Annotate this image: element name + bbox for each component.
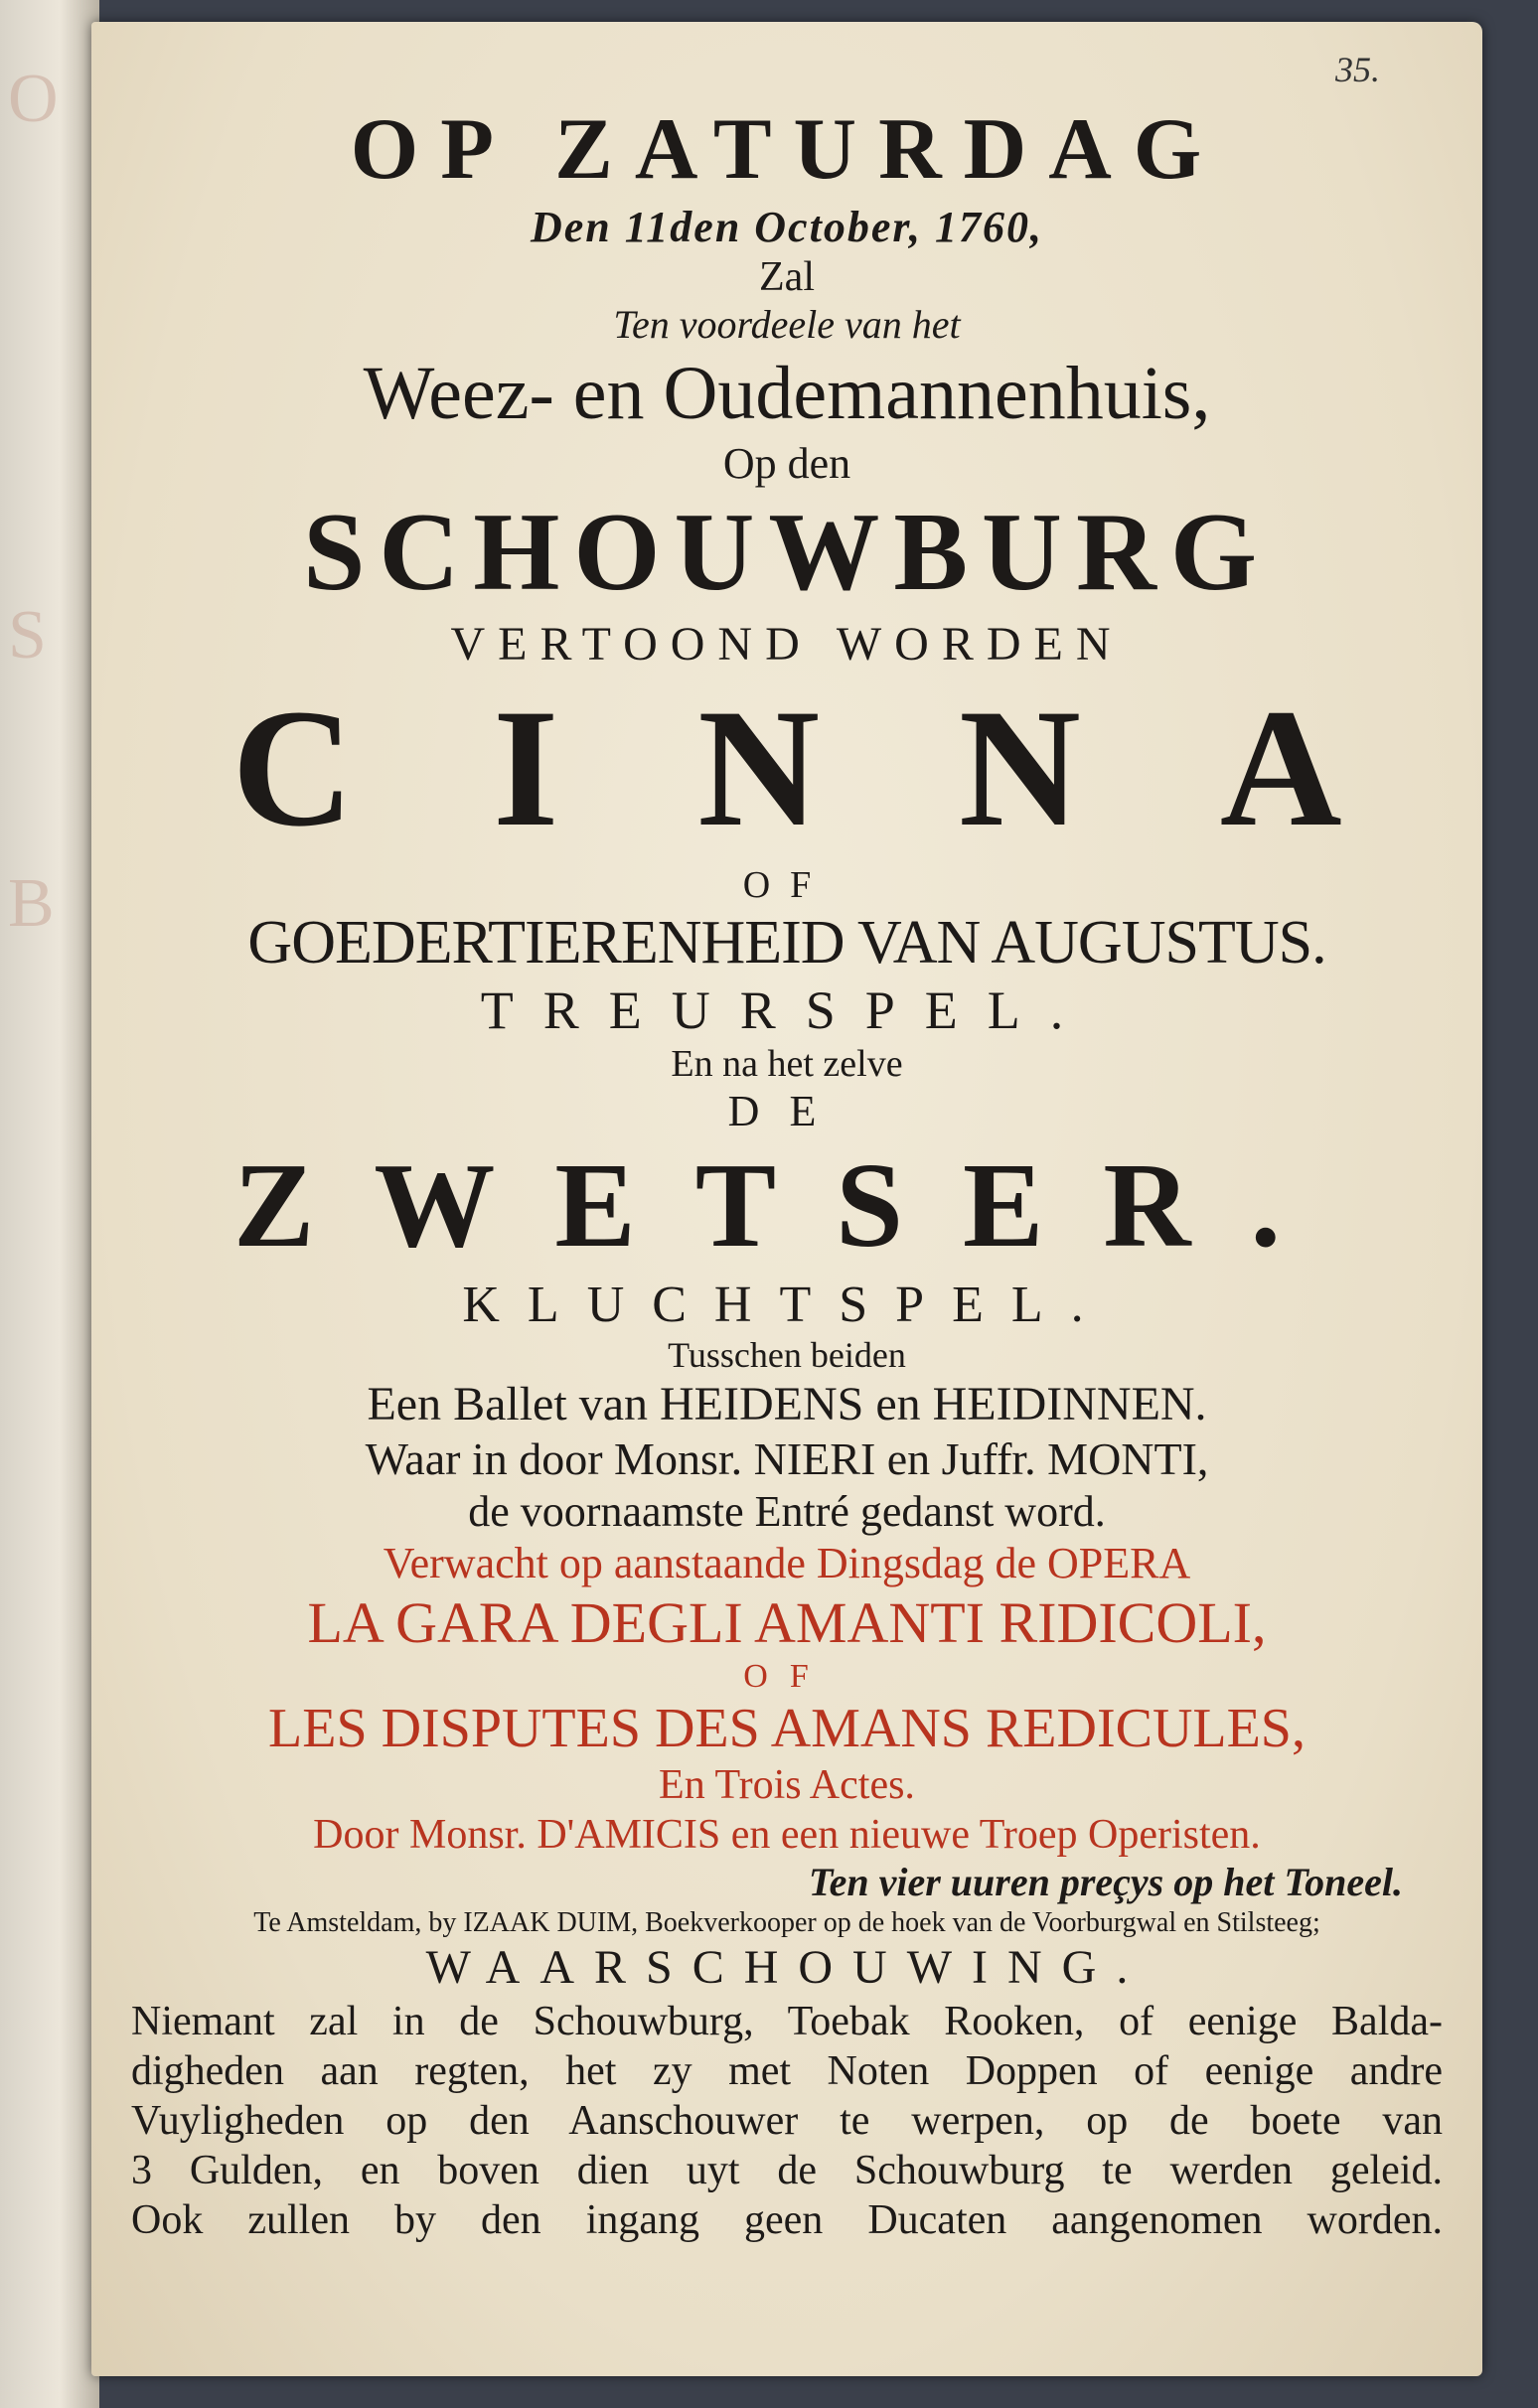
warning-line: Vuyligheden op den Aanschouwer te werpen, op de boete van [131,2098,1443,2144]
opera-of: OF [743,1658,831,1695]
shown-line: VERTOOND WORDEN [450,618,1124,671]
institution-line: Weez- en Oudemannenhuis, [363,352,1211,435]
facing-page-edge [0,0,99,2408]
play2-title: ZWETSER. [233,1138,1340,1273]
opera-announce: Verwacht op aanstaande Dingsdag de OPERA [383,1539,1191,1587]
opera-title: LA GARA DEGLI AMANTI RIDICOLI, [307,1590,1267,1655]
warning-title: WAARSCHOUWING. [425,1941,1149,1994]
venue-heading: SCHOUWBURG [303,491,1271,614]
ballet-intro: Tusschen beiden [668,1335,906,1375]
benefit-line: Ten voordeele van het [613,302,961,347]
ballet-note: de voornaamste Entré gedanst word. [468,1487,1106,1536]
imprint-line: Te Amsteldam, by IZAAK DUIM, Boekverkooper op de hoek van de Voorburgwal en Stilsteeg; [253,1907,1320,1938]
opera-by: Door Monsr. D'AMICIS en een nieuwe Troep Operisten. [313,1812,1261,1858]
show-through-mark: B [8,865,55,942]
time-line: Ten vier uuren preçys op het Toneel. [808,1860,1403,1904]
show-through-mark: O [8,61,59,137]
ballet-dancers: Waar in door Monsr. NIERI en Juffr. MONTI, [365,1433,1209,1484]
play1-title: CINNA [231,675,1481,861]
warning-line: Niemant zal in de Schouwburg, Toebak Rooken, of eenige Balda- [131,1999,1443,2044]
play1-subtitle: GOEDERTIERENHEID VAN AUGUSTUS. [247,909,1326,977]
warning-line: 3 Gulden, en boven dien uyt de Schouwburg te werden geleid. [131,2148,1443,2193]
zal-line: Zal [759,254,815,300]
play2-intro: En na het zelve [671,1043,903,1085]
play2-genre: KLUCHTSPEL. [462,1277,1112,1333]
date-line: Den 11den October, 1760, [530,203,1044,251]
playbill-page [91,22,1482,2376]
page-number: 35. [1335,50,1380,89]
op-den-line: Op den [722,439,851,488]
opera-acts: En Trois Actes. [659,1762,915,1808]
show-through-mark: S [8,597,47,674]
play1-genre: TREURSPEL. [480,980,1094,1040]
warning-line: digheden aan regten, het zy met Noten Doppen of eenige andre [131,2048,1443,2094]
warning-line: Ook zullen by den ingang geen Ducaten aangenomen worden. [131,2197,1443,2243]
opera-french-title: LES DISPUTES DES AMANS REDICULES, [268,1698,1306,1759]
ballet-title: Een Ballet van HEIDENS en HEIDINNEN. [367,1378,1207,1430]
play1-of: OF [742,864,832,906]
play2-article: DE [727,1087,846,1135]
day-heading: OP ZATURDAG [350,101,1224,198]
